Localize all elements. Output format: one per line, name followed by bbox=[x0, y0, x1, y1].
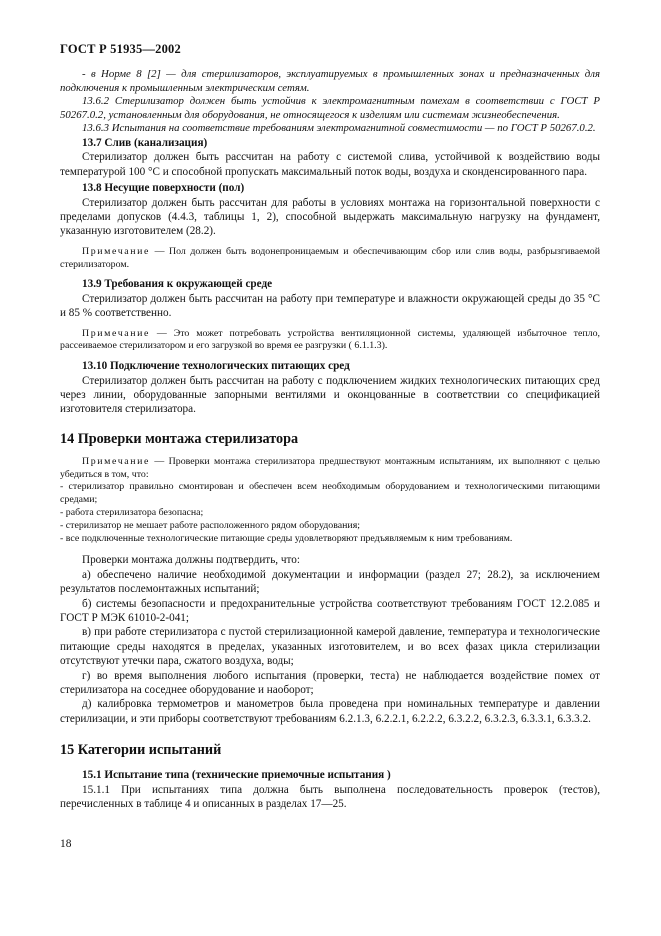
subsection-15-1-title: 15.1 Испытание типа (технические приемочные испытания ) bbox=[82, 769, 391, 782]
list-item-g: г) во время выполнения любого испытания (проверки, теста) не наблюдается воздействие помех от стерилизатора на соседнее оборудование и наоборот; bbox=[60, 669, 600, 697]
subsection-13-8-title: 13.8 Несущие поверхности (пол) bbox=[82, 182, 245, 195]
section-14-title: 14 Проверки монтажа стерилизатора bbox=[60, 430, 299, 447]
note-label: Примечание bbox=[82, 327, 151, 339]
subsection-13-10-text: Стерилизатор должен быть рассчитан на работу с подключением жидких технологических питающих сред через линии, оборудованные запорными вентилями и оконцованные в соответствии со спецификацией изготовителя стерилизатора. bbox=[60, 374, 600, 416]
list-item-d: д) калибровка термометров и манометров была проведена при номинальных температуре и давлении стерилизации, и эти приборы соответствуют требованиям 6.2.1.3, 6.2.2.1, 6.2.2.2, 6.3.2.2, 6.3.2.3, 6.3.3.1, 6.3.3.2. bbox=[60, 698, 600, 725]
paragraph-13-6-1-item: - в Норме 8 [2] — для стерилизаторов, эксплуатируемых в промышленных зонах и предназначенных для подключения к промышленным электрическим сетям. bbox=[60, 68, 600, 94]
section-14-lead: Проверки монтажа должны подтвердить, что: bbox=[82, 554, 300, 567]
subsection-13-7-title: 13.7 Слив (канализация) bbox=[82, 136, 208, 149]
note-13-8 bbox=[60, 246, 600, 272]
page-number: 18 bbox=[60, 838, 72, 850]
note-label: Примечание bbox=[82, 245, 151, 257]
section-15-title: 15 Категории испытаний bbox=[60, 742, 222, 759]
paragraph-13-6-3: 13.6.3 Испытания на соответствие требованиям электромагнитной совместимости — по ГОСТ Р 50267.0.2. bbox=[82, 122, 596, 135]
note-14 bbox=[60, 456, 600, 482]
list-item-a: а) обеспечено наличие необходимой документации и информации (раздел 27; 28.2), за исключением результатов послемонтажных испытаний; bbox=[60, 568, 600, 596]
subsection-13-8-text: Стерилизатор должен быть рассчитан для работы в условиях монтажа на горизонтальной поверхности с пределами допусков (4.4.3, таблицы 1, 2), способной выдержать максимальную нагрузку на фундамент, указанную изготовителем (28.2). bbox=[60, 196, 600, 238]
subsection-13-9-text: Стерилизатор должен быть рассчитан на работу при температуре и влажности окружающей среды до 35 °С и 85 % соответственно. bbox=[60, 292, 600, 320]
list-item-b: б) системы безопасности и предохранительные устройства соответствуют требованиям ГОСТ 12.2.085 и ГОСТ Р МЭК 61010-2-041; bbox=[60, 597, 600, 625]
note-list-item: - стерилизатор правильно смонтирован и обеспечен всем необходимым оборудованием и технологическими питающими средами; bbox=[60, 481, 600, 506]
subsection-13-9-title: 13.9 Требования к окружающей среде bbox=[82, 278, 273, 291]
note-list-item: - стерилизатор не мешает работе расположенного рядом оборудования; bbox=[60, 519, 361, 531]
page-content bbox=[60, 68, 600, 812]
paragraph-15-1-1: 15.1.1 При испытаниях типа должна быть выполнена последовательность проверок (тестов), перечисленных в таблице 4 и описанных в разделах 17—25. bbox=[60, 783, 600, 811]
subsection-13-7-text: Стерилизатор должен быть рассчитан на работу с системой слива, устойчивой к воздействию воды температурой 100 °С и способной пропускать максимальный поток воды, воздуха и сконденсированного пара. bbox=[60, 151, 600, 178]
note-text: — Пол должен быть водонепроницаемым и обеспечивающим сбор или слив воды, разбрызгиваемой стерилизатором. bbox=[60, 245, 600, 270]
list-item-v: в) при работе стерилизатора с пустой стерилизационной камерой давление, температура и технологические питающие среды находятся в пределах, указанных изготовителем, и во всех фазах цикла стерилизации отсутствуют утечки пара, сжатого воздуха, воды; bbox=[60, 626, 600, 668]
note-text: — Проверки монтажа стерилизатора предшествуют монтажным испытаниям, их выполняют с целью убедиться в том, что: bbox=[60, 455, 600, 480]
paragraph-13-6-2: 13.6.2 Стерилизатор должен быть устойчив к электромагнитным помехам в соответствии с ГОСТ Р 50267.0.2, установленным для оборудования, не относящегося к изделиям или системам жизнеобеспечения. bbox=[60, 95, 600, 121]
note-list-item: - все подключенные технологические питающие среды удовлетворяют предъявляемым к ним требованиям. bbox=[60, 532, 513, 544]
page-header-standard: ГОСТ Р 51935—2002 bbox=[60, 42, 181, 56]
note-text: — Это может потребовать устройства вентиляционной системы, удаляющей избыточное тепло, рассеиваемое стерилизатором и его загрузкой во время ее разгрузки ( 6.1.1.3). bbox=[60, 327, 600, 352]
note-13-9 bbox=[60, 328, 600, 354]
note-list-item: - работа стерилизатора безопасна; bbox=[60, 507, 204, 519]
note-label: Примечание bbox=[82, 455, 151, 467]
subsection-13-10-title: 13.10 Подключение технологических питающих сред bbox=[82, 360, 350, 373]
